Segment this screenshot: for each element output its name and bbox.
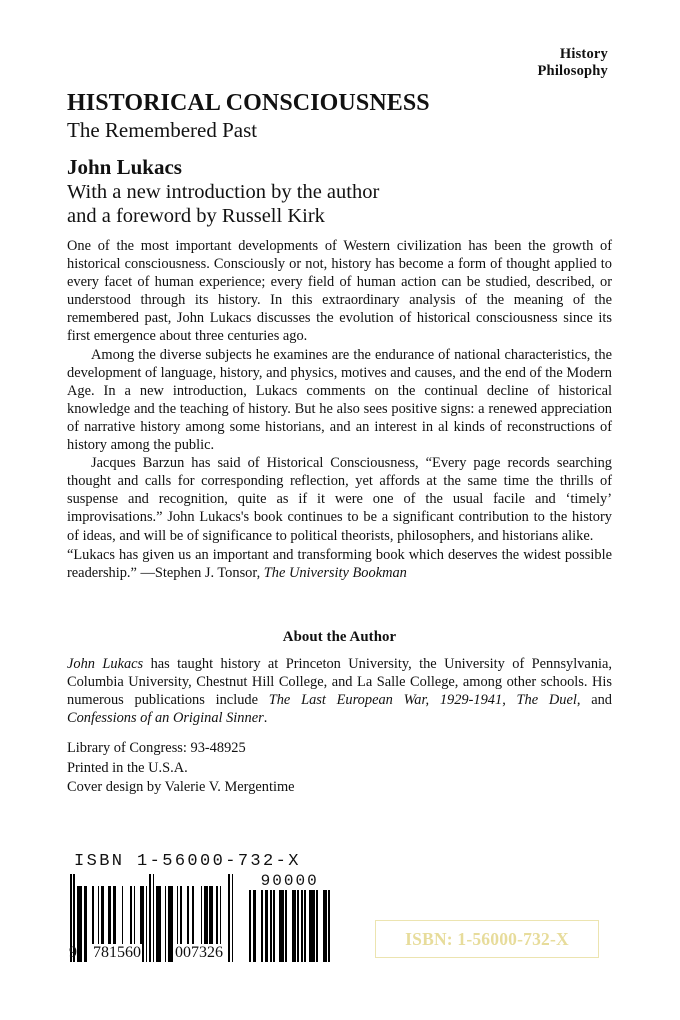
ean13-lead-digit: 9: [69, 944, 77, 961]
about-the-author-paragraph: [67, 655, 612, 727]
about-author-text: has taught history at Princeton University, the University of Pennsylvania, Columbia University, Chestnut Hill College, and La Salle College, among other schools. His numerous publications include: [67, 656, 612, 709]
barcode-isbn-text: ISBN 1-56000-732-X: [74, 852, 301, 871]
barcode-area: [70, 852, 330, 962]
review-blurb-quote: “Lukacs has given us an important and transforming book which deserves the widest possible readership.” —Stephen J. Tonsor,: [67, 546, 612, 581]
about-author-work-3: Confessions of an Original Sinner: [67, 710, 264, 727]
isbn-box: [375, 920, 599, 958]
isbn-box-label: ISBN: 1-56000-732-X: [405, 928, 569, 949]
ean13-right-digits: 007326: [175, 944, 223, 961]
ean13-left-digits: 781560: [93, 944, 141, 961]
imprint-block: [67, 739, 487, 798]
description-paragraph-3: Jacques Barzun has said of Historical Consciousness, “Every page records searching thought and calls for corresponding reflection, yet affords at the same time the thrills of suspense and recognition, quite as if it were one of the usual facile and ‘timely’ improvisations.” John Lukacs's book continues to be a significant contribution to the history of ideas, and will be of significance to political theorists, philosophers, and historians alike.: [67, 455, 612, 544]
category-line-history: History: [559, 46, 608, 62]
credit-line-introduction: With a new introduction by the author: [67, 181, 380, 203]
about-author-work-1: The Last European War, 1929-1941: [268, 692, 503, 709]
category-line-philosophy: Philosophy: [537, 63, 608, 79]
about-author-separator-1: ,: [502, 692, 517, 709]
printed-in-line: Printed in the U.S.A.: [67, 759, 188, 776]
about-the-author-heading: About the Author: [282, 629, 397, 645]
description-paragraph-1: One of the most important developments of Western civilization has been the growth of historical consciousness. Consciously or not, history has become a form of thought applied to every facet of human experience; every field of human action can be studied, described, or understood through its history. In this extraordinary analysis of the meaning of the remembered past, John Lukacs discusses the evolution of historical consciousness since its first emergence about three centuries ago.: [67, 238, 612, 345]
author-name: John Lukacs: [67, 155, 182, 179]
barcode-addon-bars: [249, 890, 330, 962]
book-subtitle: The Remembered Past: [67, 118, 258, 142]
description-body: [67, 237, 612, 582]
category-header: [300, 46, 608, 80]
barcode-addon: [249, 873, 330, 962]
library-of-congress-line: Library of Congress: 93-48925: [67, 740, 246, 756]
description-paragraph-2: Among the diverse subjects he examines are the endurance of national characteristics, the development of language, history, and physics, motives and causes, and the end of the Modern Age. In a new introduction, Lukacs comments on the continual decline of historical knowledge and the teaching of history. But he also sees positive signs: a renewed appreciation of narrative history among some historians, and an interest in al kinds of reconstructions of history among the public.: [67, 346, 612, 454]
cover-design-line: Cover design by Valerie V. Mergentime: [67, 779, 295, 796]
about-author-work-2: The Duel: [516, 692, 577, 709]
book-title: HISTORICAL CONSCIOUSNESS: [67, 90, 430, 116]
about-the-author-body: [67, 655, 612, 727]
about-author-end: .: [263, 710, 268, 727]
ean13-barcode: [70, 874, 233, 962]
barcode-addon-digits: 90000: [260, 872, 319, 890]
title-block: [67, 90, 612, 228]
credit-line-foreword: and a foreword by Russell Kirk: [67, 205, 325, 227]
about-author-separator-2: , and: [576, 692, 613, 709]
barcode-row: [70, 873, 330, 962]
review-blurb: [67, 546, 612, 582]
review-blurb-source: The University Bookman: [263, 564, 407, 581]
about-author-name: John Lukacs: [67, 656, 144, 672]
